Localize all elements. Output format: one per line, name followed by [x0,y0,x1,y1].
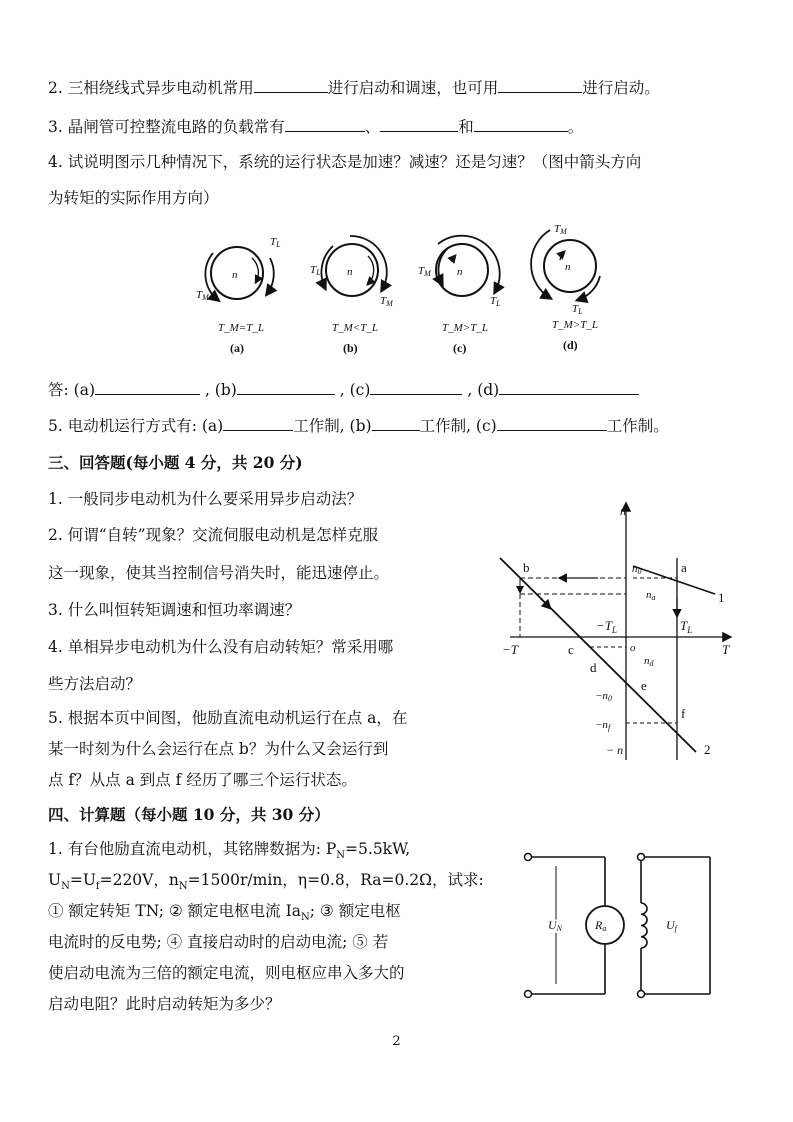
answer-blank[interactable] [497,414,607,431]
svg-text:TM: TM [380,295,393,308]
answer-blank[interactable] [498,76,582,93]
caption-c: (c) [453,341,467,355]
s4-line-6: 启动电阻？此时启动转矩为多少？ [48,995,281,1013]
svg-text:Ra: Ra [595,918,607,933]
svg-text:n: n [347,266,353,278]
svg-text:Uf: Uf [666,918,677,933]
svg-text:TM: TM [196,289,209,302]
svg-text:o: o [630,642,636,654]
page-number: 2 [392,1034,401,1049]
s3-question-4-line-1: 4. 单相异步电动机为什么没有启动转矩？常采用哪 [48,638,394,656]
svg-text:TL: TL [572,303,583,316]
curve-1-label: 1 [718,590,725,605]
answer-blank-c[interactable] [370,378,462,395]
s3-question-5-line-3: 点 f？从点 a 到点 f 经历了哪三个运行状态。 [48,771,357,789]
diagram-a [196,236,281,355]
svg-text:−T: −T [502,642,519,657]
answer-blank[interactable] [254,76,328,93]
s3-question-5-line-1: 5. 根据本页中间图，他励直流电动机运行在点 a，在 [48,709,408,727]
svg-text:−n0: −n0 [595,690,612,703]
caption-b-condition: T_M<T_L [332,322,378,334]
diagram-c [418,236,501,355]
svg-text:TM: TM [554,223,567,236]
svg-text:TM: TM [418,265,431,278]
s4-line-5: 使启动电流为三倍的额定电流，则电枢应串入多大的 [48,964,405,982]
diagram-b [310,236,394,355]
speed-torque-figure [490,498,740,768]
s3-question-2-line-1: 2. 何谓“自转”现象？交流伺服电动机是怎样克服 [48,526,379,544]
answer-blank-d[interactable] [499,378,639,395]
answer-blank[interactable] [474,115,568,132]
svg-text:nd: nd [644,655,654,668]
s4-line-4: 电流时的反电势; ④ 直接启动时的启动电流; ⑤ 若 [48,933,389,951]
question-5: 5. 电动机运行方式有: (a) 工作制, (b) 工作制, (c) 工作制。 [48,414,669,437]
svg-text:TL: $T_L$ [680,618,693,635]
question-4-line-2: 为转矩的实际作用方向） [48,189,219,207]
curve-2-label: 2 [704,742,711,757]
svg-text:n: n [457,266,463,278]
caption-d-condition: T_M>T_L [552,319,598,331]
answer-blank[interactable] [380,115,458,132]
s4-line-1: 1. 有台他励直流电动机，其铭牌数据为: $P_N=5.5kW$, [48,840,411,862]
svg-text:n: n [232,269,238,281]
point-e: e [641,678,647,693]
point-a: a [681,560,687,575]
svg-text:TL: TL [270,236,281,249]
section-3-title: 三、回答题(每小题 4 分，共 20 分) [48,453,303,472]
diagram-d [531,223,600,352]
svg-text:− n: − n [606,743,624,757]
s3-question-2-line-2: 这一现象，使其当控制信号消失时，能迅速停止。 [48,564,390,582]
torque-direction-figure [190,218,620,368]
svg-text:T: T [722,642,730,657]
svg-text:na: na [646,589,656,602]
answer-blank[interactable] [285,115,365,132]
s3-question-3: 3. 什么叫恒转矩调速和恒功率调速？ [48,601,301,619]
svg-text:−TL: $-T_L$ [596,618,618,635]
dc-motor-circuit [518,848,718,1004]
question-3: 3. 晶闸管可控整流电路的负载常有 、 和 。 [48,115,583,138]
caption-c-condition: T_M>T_L [442,322,488,334]
point-b: b [523,560,530,575]
question-4-line-1: 4. 试说明图示几种情况下，系统的运行状态是加速？减速？还是匀速？（图中箭头方向 [48,153,642,171]
caption-d: (d) [563,338,578,352]
field-coil-symbol [641,903,647,948]
caption-a: (a) [230,341,244,355]
answer-blank-b[interactable] [237,378,335,395]
point-d: d [590,660,597,675]
point-c: c [568,642,574,657]
s3-question-1: 1. 一般同步电动机为什么要采用异步启动法？ [48,490,363,508]
s3-question-5-line-2: 某一时刻为什么会运行在点 b？为什么又会运行到 [48,740,389,758]
caption-a-condition: T_M=T_L [218,322,264,334]
s4-line-2: $U_N=U_f=220V$，$n_N=1500r/\min$，η=0.8，Ra=0.2Ω，试求: [48,871,484,893]
svg-text:n: n [565,261,571,273]
s3-question-4-line-2: 些方法启动？ [48,675,142,693]
answer-row: 答: (a) , (b) , (c) , (d) [48,378,639,401]
svg-text:TL: TL [490,295,501,308]
svg-text:n: n [620,504,626,518]
caption-b: (b) [343,341,358,355]
svg-text:n0: n0 [632,563,642,576]
answer-blank[interactable] [223,414,293,431]
svg-text:−nf: −nf [595,719,611,732]
s4-line-3: ① 额定转矩 TN; ② 额定电枢电流 $Ia_N$; ③ 额定电枢 [48,902,401,924]
answer-blank[interactable] [372,414,420,431]
svg-text:UN: UN [548,918,563,933]
point-f: f [681,706,686,721]
answer-blank-a[interactable] [95,378,200,395]
question-2: 2. 三相绕线式异步电动机常用 进行启动和调速，也可用 进行启动。 [48,76,660,99]
svg-text:TL: TL [310,264,321,277]
section-4-title: 四、计算题（每小题 10 分，共 30 分） [48,805,330,824]
